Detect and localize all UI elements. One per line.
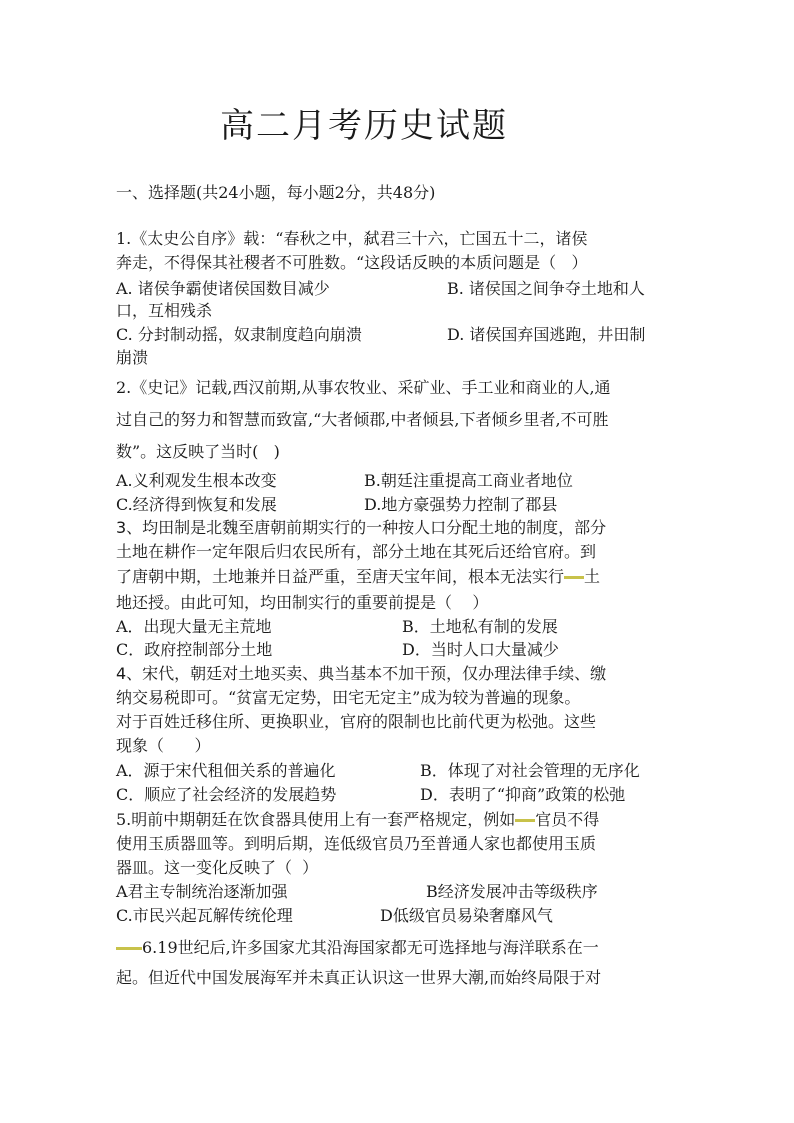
q4-line-1: 4、宋代，朝廷对土地买卖、典当基本不加干预，仅办理法律手续、缴: [116, 664, 607, 683]
q6-line-1: [116, 938, 599, 958]
highlight-mark: [116, 947, 142, 950]
q4-line-3: 对于百姓迁移住所、更换职业，官府的限制也比前代更为松弛。这些: [116, 712, 597, 731]
q5-option-b: B经济发展冲击等级秩序: [426, 882, 598, 901]
q3-line-1: 3、均田制是北魏至唐朝前期实行的一种按人口分配土地的制度，部分: [116, 518, 607, 537]
q3-option-a: A．出现大量无主荒地: [116, 617, 272, 636]
q2-option-d: D.地方豪强势力控制了郡县: [364, 495, 558, 514]
page-title: 高二月考历史试题: [220, 106, 508, 146]
q3-line-3: [116, 567, 600, 587]
q5-line-3: 器皿。这一变化反映了（ ）: [116, 858, 319, 877]
q1-option-a: A. 诸侯争霸使诸侯国数目减少: [116, 279, 330, 298]
highlight-mark: [564, 576, 584, 579]
q1-line-1: 1.《太史公自序》载：“春秋之中，弑君三十六，亡国五十二，诸侯: [116, 229, 588, 248]
q1-option-d: D. 诸侯国弃国逃跑，井田制: [447, 325, 646, 344]
q2-option-a: A.义利观发生根本改变: [116, 471, 277, 490]
q6-line-1-text: 6.19世纪后,许多国家尤其沿海国家都无可选择地与海洋联系在一: [142, 938, 599, 957]
q4-line-4: 现象（ ）: [116, 736, 211, 755]
q3-option-d: D．当时人口大量减少: [402, 640, 559, 659]
q5-line-2: 使用玉质器皿等。到明后期，连低级官员乃至普通人家也都使用玉质: [116, 834, 597, 853]
q3-line-3-text: 了唐朝中期，土地兼并日益严重，至唐天宝年间，根本无法实行: [116, 567, 565, 586]
q4-line-2: 纳交易税即可。“贫富无定势，田宅无定主”成为较为普遍的现象。: [116, 688, 581, 707]
q3-line-3-end: 土: [584, 567, 601, 586]
highlight-mark: [515, 819, 535, 822]
q3-line-2: 土地在耕作一定年限后归农民所有，部分土地在其死后还给官府。到: [116, 542, 597, 561]
q2-line-2: 过自己的努力和智慧而致富,“大者倾郡,中者倾县,下者倾乡里者,不可胜: [116, 410, 609, 429]
q5-line-1-end: 官员不得: [535, 810, 600, 829]
q2-option-b: B.朝廷注重提高工商业者地位: [364, 471, 573, 490]
q2-line-3: 数”。这反映了当时( ): [116, 442, 280, 461]
q3-option-b: B．土地私有制的发展: [402, 617, 558, 636]
q5-line-1: [116, 810, 599, 830]
q1-option-b: B. 诸侯国之间争夺土地和人: [447, 279, 645, 298]
q5-option-c: C.市民兴起瓦解传统伦理: [116, 906, 293, 925]
q2-line-1: 2.《史记》记载,西汉前期,从事农牧业、采矿业、手工业和商业的人,通: [116, 378, 611, 397]
q4-option-a: A．源于宋代租佃关系的普遍化: [116, 761, 336, 780]
q6-line-2: 起。但近代中国发展海军并未真正认识这一世界大潮,而始终局限于对: [116, 968, 602, 987]
q1-option-c: C. 分封制动摇，奴隶制度趋向崩溃: [116, 325, 362, 344]
section-heading: 一、选择题(共24小题，每小题2分，共48分): [116, 183, 436, 202]
q3-line-4: 地还授。由此可知，均田制实行的重要前提是（ ）: [116, 593, 489, 612]
q1-line-2: 奔走，不得保其社稷者不可胜数。“这段话反映的本质问题是（ ）: [116, 253, 588, 272]
q5-line-1-text: 5.明前中期朝廷在饮食器具使用上有一套严格规定，例如: [116, 810, 516, 829]
q4-option-d: D．表明了“抑商”政策的松弛: [420, 785, 626, 804]
q1-option-d-cont: 崩溃: [116, 348, 149, 367]
q5-option-d: D低级官员易染奢靡风气: [380, 906, 553, 925]
q3-option-c: C．政府控制部分土地: [116, 640, 273, 659]
q1-option-b-cont: 口，互相残杀: [116, 301, 213, 320]
q4-option-b: B．体现了对社会管理的无序化: [420, 761, 640, 780]
q4-option-c: C．顺应了社会经济的发展趋势: [116, 785, 337, 804]
q5-option-a: A君主专制统治逐渐加强: [116, 882, 288, 901]
q2-option-c: C.经济得到恢复和发展: [116, 495, 277, 514]
